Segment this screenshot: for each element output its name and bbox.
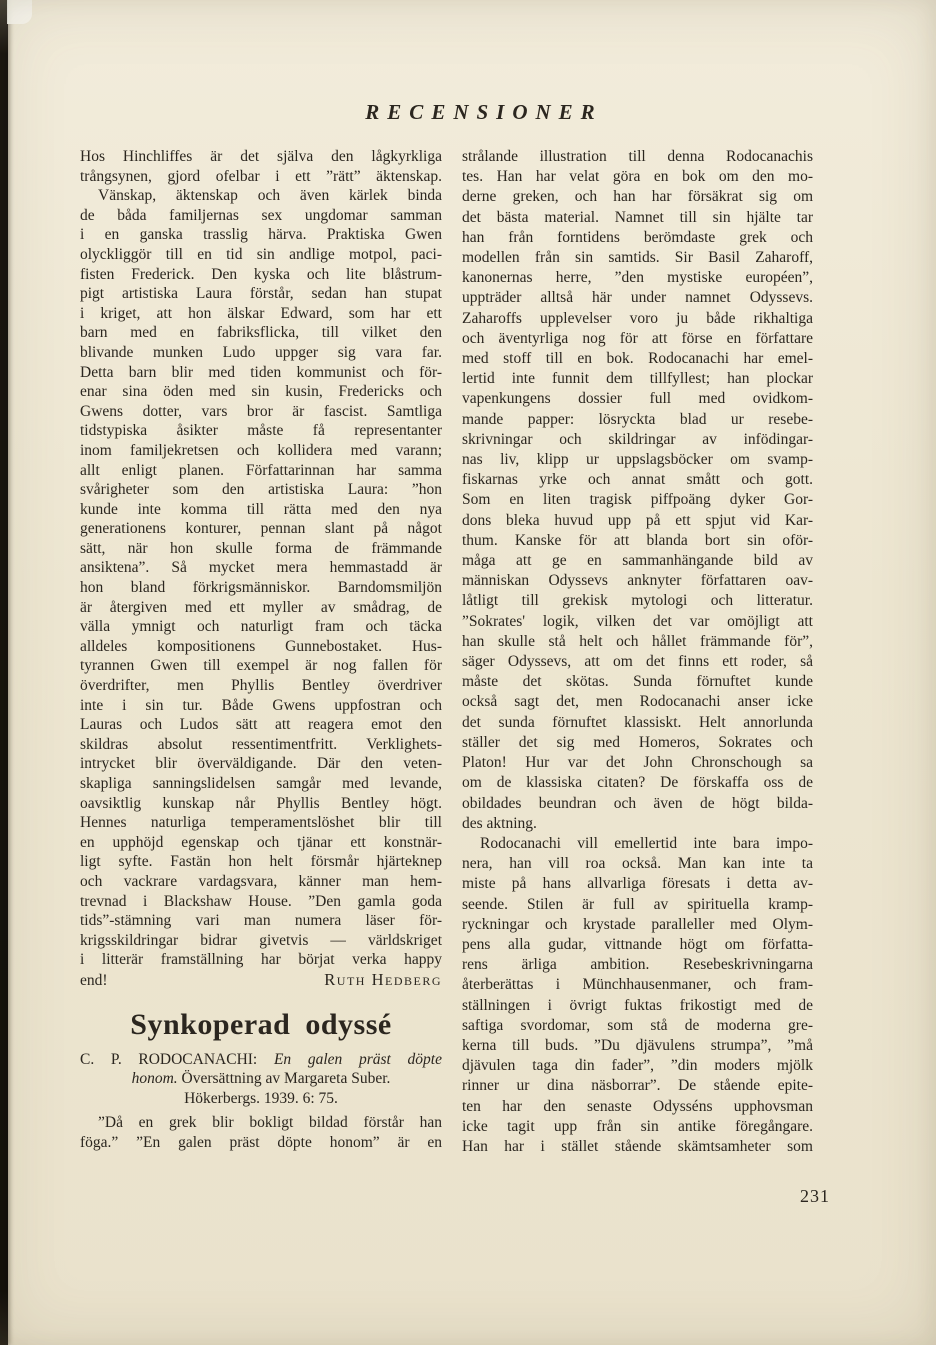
text-line: strålande illustration till denna Rodocanachis: [462, 148, 813, 165]
text-line: pens alla gudar, vittnande högt om författa-: [462, 935, 813, 953]
text-line: saftiga svordomar, som stå de moderna gre-: [462, 1016, 813, 1034]
text-line: i en ganska trasslig härva. Praktiska Gwen: [80, 226, 442, 244]
text-line: C. P. RODOCANACHI: En galen präst döpte: [80, 1050, 442, 1068]
bibliographic-reference: [80, 1050, 442, 1109]
text-line: i litterär framställning har börjat verka happy: [80, 951, 442, 969]
review-closing-word: end!: [80, 971, 108, 989]
text-line: ligt syfte. Fastän hon helt försmår hjärteknep: [80, 853, 442, 871]
text-line: måste det skötas. Sunda förnuftet kunde: [462, 673, 813, 691]
text-line: föga.” ”En galen präst döpte honom” är en: [80, 1133, 442, 1151]
text-line: med stoff till en bok. Rodocanachi har emel-: [462, 350, 813, 368]
text-line: skrivningar och skildringar av infödingar-: [462, 430, 813, 448]
text-line: obildades beundran och även de högt bilda-: [462, 794, 813, 812]
text-line: kanonernas herre, ”den mystiske européen”,: [462, 269, 813, 287]
scan-corner-highlight: [7, 0, 32, 24]
text-line: han från forntidens berömdaste grek och: [462, 228, 813, 246]
text-line: alldeles kompositionens Gunnebostaket. Hus-: [80, 637, 442, 655]
text-line: krigsskildringar bidrar givetvis — världskriget: [80, 931, 442, 949]
text-line: Rodocanachi vill emellertid inte bara impo-: [480, 834, 813, 852]
text-line: ”Sokrates' logik, vilken det var omöjligt att: [462, 612, 813, 630]
text-line: kunde inte komma till rätta med den nya: [80, 500, 442, 518]
text-line: rens ärliga ambition. Resebeskrivningarna: [462, 956, 813, 974]
text-line: Lauras och Ludos sätt att reagera emot den: [80, 716, 442, 734]
text-line: låtligt till grekisk mytologi och litteratur.: [462, 592, 813, 610]
text-line: barn med en fabriksflicka, till vilket den: [80, 324, 442, 342]
page-number: 231: [800, 1186, 830, 1206]
text-line: en upphöjd egenskap och tjänar ett konstnär-: [80, 833, 442, 851]
text-line: Hennes naturliga temperamentslöshet blir till: [80, 814, 442, 832]
text-line: ställningen i övrigt fuktas frikostigt med de: [462, 996, 813, 1014]
text-line: välla ymnigt och naturligt fram och täcka: [80, 618, 442, 636]
text-line: lertid inte funnit dem tillfyllest; han plockar: [462, 370, 813, 388]
scan-gutter-shadow: [0, 0, 8, 1345]
text-line: hon bland förkrigsmänniskor. Barndomsmiljön: [80, 579, 442, 597]
text-line: nera, han vill roa också. Man kan inte ta: [462, 855, 813, 873]
text-line: Gwens dotter, vars bror är fascist. Samtliga: [80, 402, 442, 420]
text-line: trångsynen, gjord ofelbar i ett ”rätt” äktenskap.: [80, 167, 442, 185]
text-line: sätt, när hon skulle forma de främmande: [80, 539, 442, 557]
text-line: också sagt det, men Rodocanachi anser icke: [462, 693, 813, 711]
text-line: det sunda förnuftet klassiskt. Helt annorlunda: [462, 713, 813, 731]
text-line: återberättas i Münchhausenmaner, och fram-: [462, 976, 813, 994]
text-line: derne greken, och han har försäkrat sig om: [462, 188, 813, 206]
text-line: svårigheter som den artistiska Laura: ”hon: [80, 481, 442, 499]
text-line: Platon! Hur var det John Chronschough sa: [462, 754, 813, 772]
text-line: tyrannen Gwen till exempel är nog fallen för: [80, 657, 442, 675]
text-line: trevnad i Blackshaw House. ”Den gamla goda: [80, 892, 442, 910]
text-line: ryckningar och krystade paralleller med Olym-: [462, 915, 813, 933]
text-line: inom familjekretsen och kollidera med varann;: [80, 441, 442, 459]
text-line: överdrifter, men Phyllis Bentley överdriver: [80, 677, 442, 695]
text-line: mande papper: lösryckta blad ur resebe-: [462, 410, 813, 428]
text-line: skapliga sanningslidelsen samgår med levande,: [80, 775, 442, 792]
text-line: Detta barn blir med tiden kommunist och för-: [80, 363, 442, 381]
text-line: honom. Översättning av Margareta Suber.: [131, 1070, 391, 1088]
text-line: i kriget, att hon älskar Edward, som har ett: [80, 304, 442, 322]
article-title: Synkoperad odyssé: [130, 1007, 392, 1041]
text-line: och vackrare vardagsvara, känner man hem-: [80, 872, 442, 890]
text-line: modellen från sin samtids. Sir Basil Zaharoff,: [462, 249, 813, 267]
text-line: tids”-stämning vari man numera läser för-: [80, 912, 442, 930]
text-line: intrycket blir överväldigande. Där den veten-: [80, 755, 442, 773]
text-line: Zaharoffs upplevelser voro ju både rikhaltiga: [462, 309, 813, 327]
text-line: han skulle stå helt och hållet främmande för”,: [462, 632, 813, 650]
text-line: Hos Hinchliffes är det själva den lågkyrkliga: [80, 148, 442, 165]
text-line: generationens konturer, pennan slant på något: [80, 520, 442, 538]
text-line: och äventyrliga nog för att förse en författare: [462, 329, 813, 347]
review-text-rodocanachi-continued: [462, 147, 813, 1157]
text-line: inte i sin tur. Både Gwens uppfostran och: [80, 696, 442, 714]
review-text-bentley: [80, 147, 442, 970]
text-line: pigt artistiska Laura förstår, sedan han stupat: [80, 285, 442, 303]
text-line: ansiktena”. Så mycket mera hemmastadd är: [80, 559, 442, 577]
text-line: icke tagit upp från sin antike föregångare.: [462, 1117, 813, 1135]
text-line: ställer det sig med Homeros, Sokrates och: [462, 733, 813, 751]
text-line: fiskarnas yrke och annat smått och gott.: [462, 471, 813, 489]
text-line: djävulen taga din fader”, ”din moders mjölk: [462, 1057, 813, 1075]
text-line: thum. Kanske för att blanda bort sin oför-: [462, 531, 813, 549]
text-line: dons bleka huvud upp på ett spjut vid Kar-: [462, 511, 813, 529]
text-line: är återgiven med ett myller av smådrag, de: [80, 598, 442, 616]
text-line: rinner ur dina näsborrar”. De stående epite-: [462, 1077, 813, 1095]
text-line: uppträder alltså här under namnet Odyssevs.: [462, 289, 813, 307]
text-line: de båda familjernas sex ungdomar samman: [80, 206, 442, 224]
text-line: fisten Frederick. Den kyska och lite blåstrum-: [80, 265, 442, 283]
text-line: Som en liten tragisk piffpoäng dyker Gor-: [462, 491, 813, 509]
text-line: Vänskap, äktenskap och även kärlek binda: [98, 187, 442, 205]
text-line: kerna till buds. ”Du djävulens strumpa”, ”må: [462, 1036, 813, 1054]
review-text-rodocanachi-opening: [80, 1113, 442, 1152]
text-line: olyckliggör till en tid sin andlige motpol, paci-: [80, 245, 442, 263]
text-line: seende. Stilen är full av spirituella kramp-: [462, 895, 813, 913]
running-head: RECENSIONER: [365, 100, 603, 124]
text-line: säger Odyssevs, att om det finns ett roder, så: [462, 653, 813, 671]
signature-line: [80, 970, 442, 991]
text-line: om de klassiska citaten? De förskaffa oss de: [462, 774, 813, 792]
text-line: nas liv, klipp ur uppslagsböcker om svamp-: [462, 451, 813, 469]
text-line: måga att ge en sammanhängande bild av: [462, 552, 813, 570]
text-line: tidstypiska åsikter måste få representanter: [80, 422, 442, 440]
text-line: blivande munken Ludo uppger sig vara far.: [80, 343, 442, 361]
text-line: människan Odyssevs anknyter författaren oav-: [462, 572, 813, 590]
reviewer-name: Ruth Hedberg: [324, 969, 442, 989]
text-line: allt enligt planen. Författarinnan har samma: [80, 461, 442, 479]
text-line: miste på hans allvarliga föresats i detta av-: [462, 875, 813, 893]
text-line: oavsiktlig kunskap når Phyllis Bentley högt.: [80, 794, 442, 812]
left-column: [80, 147, 442, 1153]
text-line: tes. Han har velat göra en bok om den mo-: [462, 168, 813, 186]
text-line: Han har i stället stående skämtsamheter som: [462, 1137, 813, 1155]
text-line: Hökerbergs. 1939. 6: 75.: [184, 1089, 338, 1107]
text-line: des aktning.: [462, 814, 537, 832]
text-line: skildras absolut ressentimentfritt. Verklighets-: [80, 735, 442, 753]
text-line: ten har den senaste Odysséns upphovsman: [462, 1097, 813, 1115]
text-line: enar sina öden med sin kusin, Fredericks och: [80, 383, 442, 401]
right-column: [462, 147, 813, 1157]
text-line: vapenkungens dossier full med ovidkom-: [462, 390, 813, 408]
text-line: det bästa material. Namnet till sin hjälte tar: [462, 208, 813, 226]
text-line: ”Då en grek blir bokligt bildad förstår han: [98, 1114, 442, 1132]
